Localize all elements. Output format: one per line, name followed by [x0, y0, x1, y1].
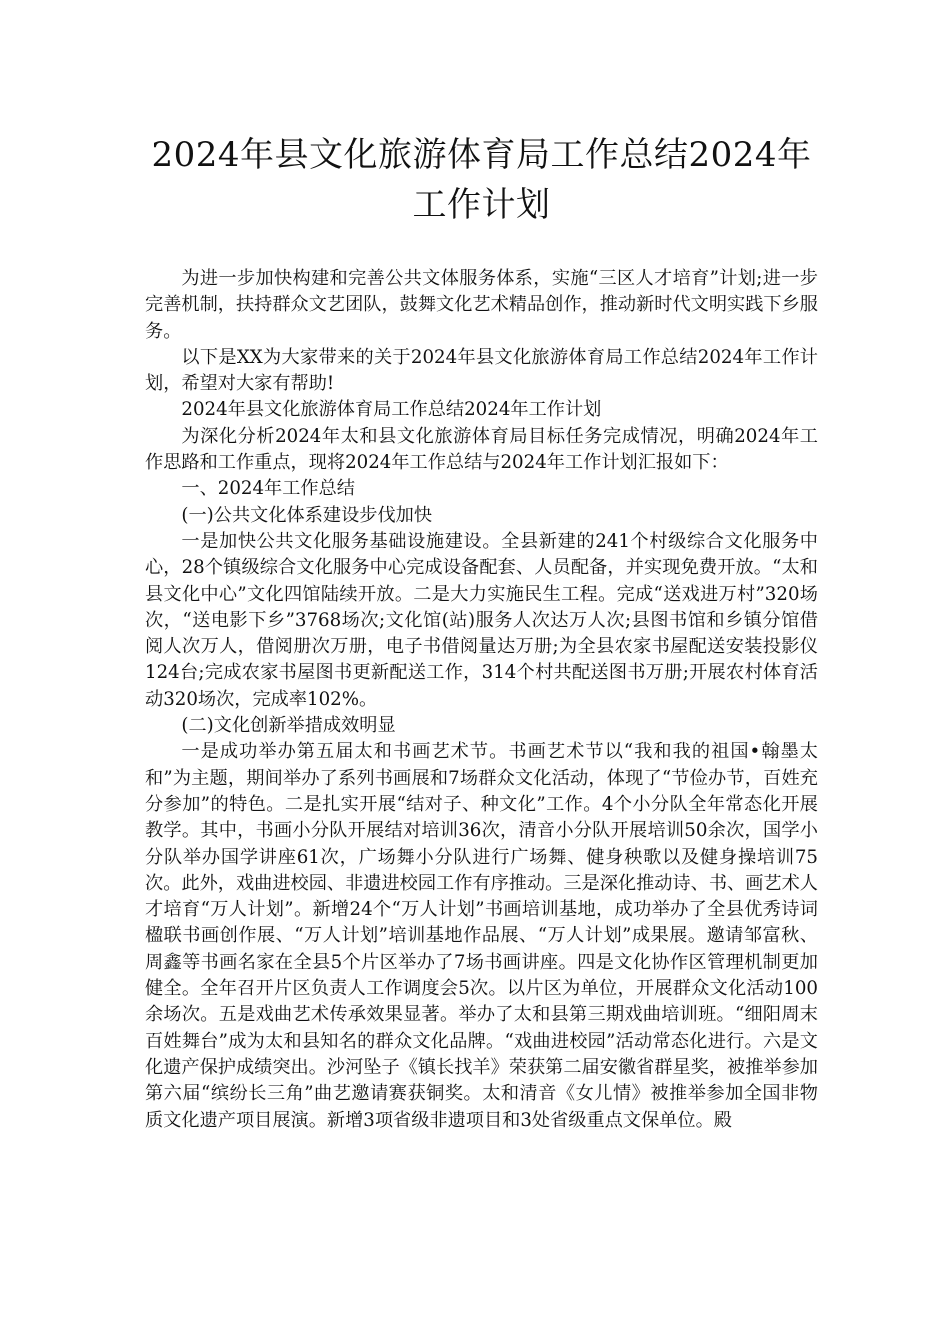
document-title: 2024年县文化旅游体育局工作总结2024年工作计划 — [151, 135, 812, 225]
document-body — [145, 266, 818, 1134]
overview-paragraph: 为深化分析2024年太和县文化旅游体育局目标任务完成情况，明确2024年工作思路和工作重点，现将2024年工作总结与2024年工作计划汇报如下： — [145, 425, 818, 474]
subsection-heading: (一)公共文化体系建设步伐加快 — [181, 504, 433, 526]
body-paragraph: 一是加快公共文化服务基础设施建设。全县新建的241个村级综合文化服务中心，28个镇级综合文化服务中心完成设备配套、人员配备，并实现免费开放。“太和县文化中心”文化四馆陆续开放。二是大力实施民生工程。完成“送戏进万村”320场次，“送电影下乡”3768场次;文化馆(站)服务人次达万人次;县图书馆和乡镇分馆借阅人次万人，借阅册次万册，电子书借阅量达万册;为全县农家书屋配送安装投影仪124台;完成农家书屋图书更新配送工作，314个村共配送图书万册;开展农村体育活动320场次，完成率102%。 — [145, 530, 818, 710]
section-heading: 一、2024年工作总结 — [181, 478, 355, 500]
subtitle-paragraph: 2024年县文化旅游体育局工作总结2024年工作计划 — [181, 399, 602, 421]
preface-paragraph: 以下是XX为大家带来的关于2024年县文化旅游体育局工作总结2024年工作计划，希望对大家有帮助! — [145, 346, 818, 395]
body-paragraph: 一是成功举办第五届太和书画艺术节。书画艺术节以“我和我的祖国•翰墨太和”为主题，期间举办了系列书画展和7场群众文化活动，体现了“节俭办节，百姓充分参加”的特色。二是扎实开展“结对子、种文化”工作。4个小分队全年常态化开展教学。其中，书画小分队开展结对培训36次，清音小分队开展培训50余次，国学小分队举办国学讲座61次，广场舞小分队进行广场舞、健身秧歌以及健身操培训75次。此外，戏曲进校园、非遗进校园工作有序推动。三是深化推动诗、书、画艺术人才培育“万人计划”。新增24个“万人计划”书画培训基地，成功举办了全县优秀诗词楹联书画创作展、“万人计划”培训基地作品展、“万人计划”成果展。邀请邹富秋、周鑫等书画名家在全县5个片区举办了7场书画讲座。四是文化协作区管理机制更加健全。全年召开片区负责人工作调度会5次。以片区为单位，开展群众文化活动100余场次。五是戏曲艺术传承效果显著。举办了太和县第三期戏曲培训班。“细阳周末百姓舞台”成为太和县知名的群众文化品牌。“戏曲进校园”活动常态化进行。六是文化遗产保护成绩突出。沙河坠子《镇长找羊》荣获第二届安徽省群星奖，被推举参加第六届“缤纷长三角”曲艺邀请赛获铜奖。太和清音《女儿情》被推举参加全国非物质文化遗产项目展演。新增3项省级非遗项目和3处省级重点文保单位。殿 — [145, 741, 818, 1131]
intro-paragraph: 为进一步加快构建和完善公共文体服务体系，实施“三区人才培育”计划;进一步完善机制，扶持群众文艺团队，鼓舞文化艺术精品创作，推动新时代文明实践下乡服务。 — [145, 268, 818, 342]
subsection-heading: (二)文化创新举措成效明显 — [181, 715, 396, 737]
